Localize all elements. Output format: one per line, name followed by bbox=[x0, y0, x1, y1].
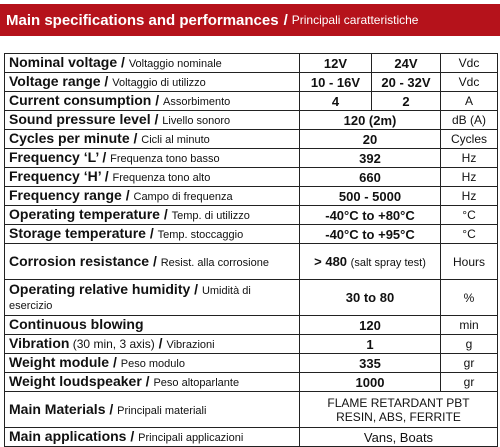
spec-unit: Hz bbox=[441, 168, 498, 187]
spec-unit: Hz bbox=[441, 149, 498, 168]
spec-unit: min bbox=[441, 316, 498, 335]
spec-value-12v: 10 - 16V bbox=[300, 73, 372, 92]
spec-row-humidity bbox=[5, 280, 498, 316]
spec-value: 660 bbox=[300, 168, 441, 187]
spec-label: Main applications / Principali applicazioni bbox=[5, 428, 300, 447]
spec-unit: Hz bbox=[441, 187, 498, 206]
spec-value: 1000 bbox=[300, 373, 441, 392]
spec-label: Sound pressure level / Livello sonoro bbox=[5, 111, 300, 130]
spec-row-current-consumption bbox=[5, 92, 498, 111]
spec-label: Frequency ‘L’ / Frequenza tono basso bbox=[5, 149, 300, 168]
spec-value-12v: 12V bbox=[300, 54, 372, 73]
spec-label: Voltage range / Voltaggio di utilizzo bbox=[5, 73, 300, 92]
spec-label: Weight loudspeaker / Peso altoparlante bbox=[5, 373, 300, 392]
spec-label: Frequency range / Campo di frequenza bbox=[5, 187, 300, 206]
spec-label: Storage temperature / Temp. stoccaggio bbox=[5, 225, 300, 244]
spec-value: 20 bbox=[300, 130, 441, 149]
spec-value-materials: FLAME RETARDANT PBT RESIN, ABS, FERRITE bbox=[300, 392, 498, 428]
spec-value: -40°C to +80°C bbox=[300, 206, 441, 225]
spec-unit: Cycles bbox=[441, 130, 498, 149]
header-title-it: Principali caratteristiche bbox=[291, 13, 419, 27]
spec-label: Operating relative humidity / Umidità di esercizio bbox=[5, 280, 300, 316]
spec-label: Main Materials / Principali materiali bbox=[5, 392, 300, 428]
spec-label: Continuous blowing bbox=[5, 316, 300, 335]
spec-unit: % bbox=[441, 280, 498, 316]
spec-value-applications: Vans, Boats bbox=[300, 428, 498, 447]
spec-label: Nominal voltage / Voltaggio nominale bbox=[5, 54, 300, 73]
spec-row-nominal-voltage bbox=[5, 54, 498, 73]
spec-row-frequency-l bbox=[5, 149, 498, 168]
spec-unit: A bbox=[441, 92, 498, 111]
spec-value: 120 (2m) bbox=[300, 111, 441, 130]
spec-row-weight-module bbox=[5, 354, 498, 373]
spec-unit: dB (A) bbox=[441, 111, 498, 130]
spec-label: Vibration (30 min, 3 axis) / Vibrazioni bbox=[5, 335, 300, 354]
spec-row-frequency-h bbox=[5, 168, 498, 187]
spec-row-vibration bbox=[5, 335, 498, 354]
spec-row-continuous-blowing bbox=[5, 316, 498, 335]
header-title-en: Main specifications and performances bbox=[6, 11, 279, 29]
spec-value: 500 - 5000 bbox=[300, 187, 441, 206]
spec-unit: g bbox=[441, 335, 498, 354]
spec-label: Current consumption / Assorbimento bbox=[5, 92, 300, 111]
spec-row-main-materials bbox=[5, 392, 498, 428]
spec-label: Cycles per minute / Cicli al minuto bbox=[5, 130, 300, 149]
spec-value: 1 bbox=[300, 335, 441, 354]
spec-row-voltage-range bbox=[5, 73, 498, 92]
spec-value: 120 bbox=[300, 316, 441, 335]
spec-row-frequency-range bbox=[5, 187, 498, 206]
spec-row-main-applications bbox=[5, 428, 498, 447]
spec-value-24v: 20 - 32V bbox=[372, 73, 441, 92]
spec-value: 335 bbox=[300, 354, 441, 373]
spec-table bbox=[4, 53, 498, 447]
spec-value: -40°C to +95°C bbox=[300, 225, 441, 244]
spec-value-note: (salt spray test) bbox=[350, 257, 426, 269]
spec-value: 30 to 80 bbox=[300, 280, 441, 316]
spec-row-storage-temperature bbox=[5, 225, 498, 244]
spec-value: > 480 (salt spray test) bbox=[300, 244, 441, 280]
spec-value: 392 bbox=[300, 149, 441, 168]
header-separator: / bbox=[283, 11, 288, 29]
spec-value-24v: 24V bbox=[372, 54, 441, 73]
spec-row-sound-pressure bbox=[5, 111, 498, 130]
spec-unit: Vdc bbox=[441, 54, 498, 73]
spec-unit: gr bbox=[441, 373, 498, 392]
spec-unit: °C bbox=[441, 225, 498, 244]
spec-row-weight-loudspeaker bbox=[5, 373, 498, 392]
spec-unit: gr bbox=[441, 354, 498, 373]
section-header bbox=[0, 4, 500, 36]
spec-value-12v: 4 bbox=[300, 92, 372, 111]
spec-label: Corrosion resistance / Resist. alla corrosione bbox=[5, 244, 300, 280]
spec-label: Weight module / Peso modulo bbox=[5, 354, 300, 373]
spec-row-operating-temperature bbox=[5, 206, 498, 225]
spec-value-24v: 2 bbox=[372, 92, 441, 111]
spec-unit: Hours bbox=[441, 244, 498, 280]
spec-label: Frequency ‘H’ / Frequenza tono alto bbox=[5, 168, 300, 187]
spec-unit: °C bbox=[441, 206, 498, 225]
spec-row-corrosion-resistance bbox=[5, 244, 498, 280]
spec-row-cycles bbox=[5, 130, 498, 149]
spec-unit: Vdc bbox=[441, 73, 498, 92]
spec-label: Operating temperature / Temp. di utilizzo bbox=[5, 206, 300, 225]
